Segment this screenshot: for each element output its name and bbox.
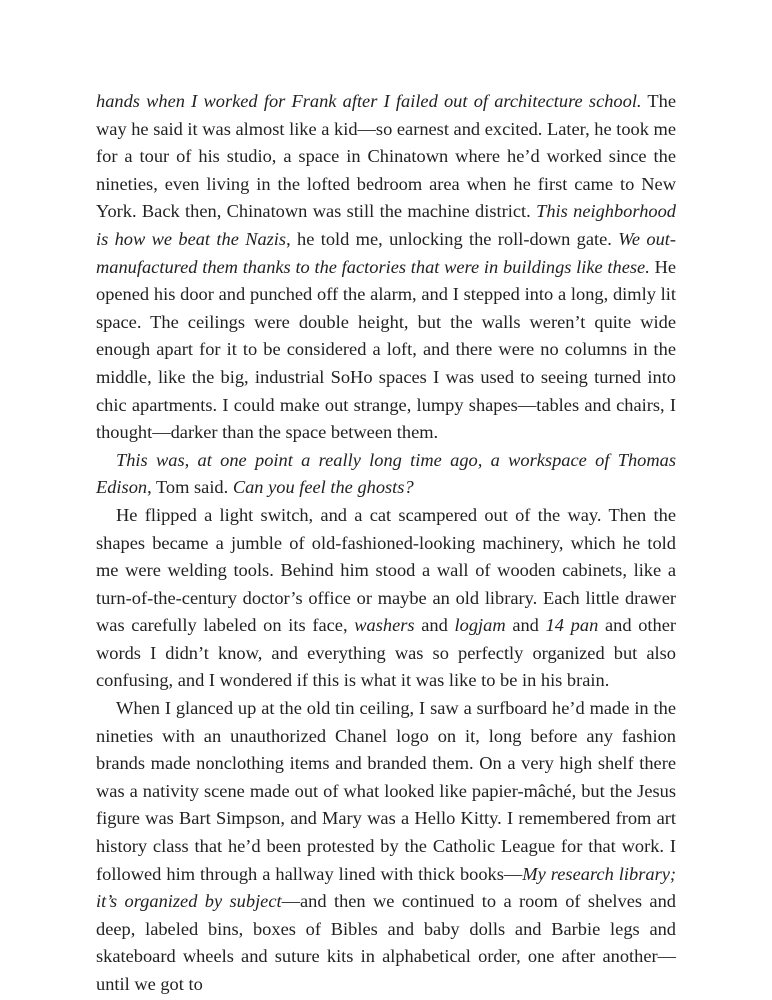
text-run: washers: [354, 615, 415, 636]
paragraph-2: [96, 447, 676, 502]
paragraph-1: [96, 88, 676, 447]
book-page-body: [96, 88, 676, 999]
text-run: When I glanced up at the old tin ceiling, I saw a surfboard he’d made in the nineties with an unauthorized Chanel logo on it, long before any fashion brands made nonclothing items and branded them. On a very high shelf there was a nativity scene made out of what looked like papier-mâché, but the Jesus figure was Bart Simpson, and Mary was a Hello Kitty. I remembered from art history class that he’d been protested by the Catholic League for that work. I followed him through a hallway lined with thick books—: [96, 698, 676, 884]
text-run: hands when I worked for Frank after I failed out of architecture school.: [96, 91, 642, 111]
text-run: My research library; it’s organized by subject: [96, 863, 677, 912]
text-run: —and then we continued to a room of shelves and deep, labeled bins, boxes of Bibles and baby dolls and Barbie legs and skateboard wheels and suture kits in alphabetical order, one after another—until we got to: [96, 891, 676, 994]
text-run: , he told me, unlocking the roll-down gate.: [286, 228, 619, 249]
text-run: Can you feel the ghosts?: [232, 477, 414, 498]
text-run: 14 pan: [545, 615, 599, 636]
text-run: He flipped a light switch, and a cat scampered out of the way. Then the shapes became a jumble of old-fashioned-looking machinery, which he told me were welding tools. Behind him stood a wall of wooden cabinets, like a turn-of-the-century doctor’s office or maybe an old library. Each little drawer was carefully labeled on its face,: [96, 504, 676, 636]
text-run: This neighborhood is how we beat the Nazis: [96, 201, 676, 249]
text-run: He opened his door and punched off the alarm, and I stepped into a long, dimly lit space. The ceilings were double height, but the walls weren’t quite wide enough apart for it to be considered a loft, and there were no columns in the middle, like the big, industrial SoHo spaces I was used to seeing turned into chic apartments. I could make out strange, lumpy shapes—tables and chairs, I thought—darker than the space between them.: [96, 256, 677, 443]
text-run: and other words I didn’t know, and everything was so perfectly organized but also confusing, and I wondered if this is what it was like to be in his brain.: [96, 615, 677, 691]
text-run: logjam: [454, 615, 506, 636]
text-run: and: [505, 615, 546, 636]
text-run: We out-manufactured them thanks to the factories that were in buildings like these.: [96, 228, 677, 277]
text-run: , Tom said.: [147, 477, 233, 498]
text-run: This was, at one point a really long time ago, a workspace of Thomas Edison: [96, 449, 676, 498]
paragraph-4: [96, 695, 676, 999]
text-run: The way he said it was almost like a kid—so earnest and excited. Later, he took me for a tour of his studio, a space in Chinatown where he’d worked since the nineties, even living in the lofted bedroom area when he first came to New York. Back then, Chinatown was still the machine district.: [96, 91, 676, 222]
paragraph-3: [96, 502, 676, 695]
text-run: and: [414, 615, 455, 636]
